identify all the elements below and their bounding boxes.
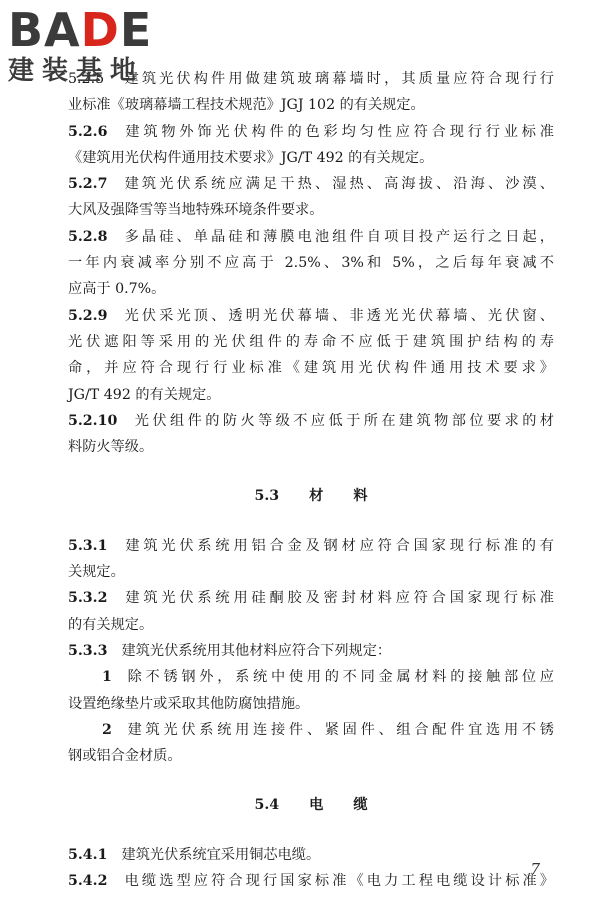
clause-5-2-8-line1 [68, 224, 554, 250]
clause-5-4-2-line1 [68, 868, 554, 894]
item-2-line1 [68, 717, 554, 743]
clause-number: 5.2.10 [68, 412, 118, 429]
clause-5-2-6-line2: 《建筑用光伏构件通用技术要求》JG/T 492 的有关规定。 [68, 149, 434, 166]
clause-text: 建筑光伏系统用其他材料应符合下列规定： [121, 642, 392, 659]
section-heading-5-4 [68, 792, 554, 818]
item-1-line2: 设置绝缘垫片或采取其他防腐蚀措施。 [68, 695, 310, 712]
clause-number: 5.2.6 [68, 123, 108, 140]
logo-text-accent: D [80, 3, 120, 57]
bade-logo [8, 3, 178, 94]
clause-text: 光伏组件的防火等级不应低于所在建筑物部位要求的材 [131, 412, 554, 429]
clause-text: 多晶硅、单晶硅和薄膜电池组件自项目投产运行之日起， [121, 228, 554, 245]
clause-5-3-3-line1 [68, 638, 554, 664]
clause-5-2-5-line1: 5.2.5 建筑光伏构件用做建筑玻璃幕墙时，其质量应符合现行行 [68, 71, 554, 87]
clause-text: 电缆选型应符合现行国家标准《电力工程电缆设计标准》 [121, 873, 554, 890]
clause-5-2-8-line3: 应高于 0.7%。 [68, 281, 166, 298]
clause-number: 5.4.1 [68, 846, 108, 863]
logo-text-main: BA [8, 3, 81, 57]
document-body [68, 66, 554, 894]
section-title-char: 缆 [353, 797, 368, 814]
item-1-line1 [68, 664, 554, 690]
section-title-char: 材 [309, 488, 324, 505]
item-number: 2 [102, 721, 112, 738]
clause-5-2-9-line1 [68, 303, 554, 329]
clause-5-2-5-line2: 业标准《玻璃幕墙工程技术规范》JGJ 102 的有关规定。 [68, 97, 425, 114]
clause-5-2-9-line4: JG/T 492 的有关规定。 [68, 386, 221, 403]
logo-text-end: E [119, 3, 153, 57]
clause-number: 5.3.1 [68, 537, 108, 554]
clause-5-3-1-line2: 关规定。 [68, 564, 125, 581]
clause-number: 5.4.2 [68, 873, 108, 890]
clause-5-2-9-line2: 光伏遮阳等采用的光伏组件的寿命不应低于建筑围护结构的寿 [68, 333, 554, 350]
section-number: 5.3 [254, 488, 280, 505]
clause-text: 建筑光伏系统用铝合金及钢材应符合国家现行标准的有 [121, 537, 554, 554]
section-number: 5.4 [254, 797, 280, 814]
logo-subtitle: 建装基地 [8, 56, 145, 86]
clause-5-3-2-line1 [68, 585, 554, 611]
clause-text: 建筑光伏系统应满足干热、湿热、高海拔、沿海、沙漠、 [121, 176, 554, 193]
clause-number: 5.2.9 [68, 307, 108, 324]
clause-5-3-1-line1 [68, 533, 554, 559]
page-number: 7 [530, 860, 540, 878]
item-text: 建筑光伏系统用连接件、紧固件、组合配件宜选用不锈 [123, 721, 554, 738]
item-number: 1 [102, 669, 112, 686]
section-title-char: 电 [309, 797, 324, 814]
logo-wordmark [8, 3, 178, 57]
clause-5-2-10-line1 [68, 408, 554, 434]
clause-number: 5.3.3 [68, 642, 108, 659]
clause-number: 5.2.8 [68, 228, 108, 245]
clause-text: 建筑光伏系统宜采用铜芯电缆。 [121, 846, 321, 863]
clause-5-2-7-line1 [68, 171, 554, 197]
clause-5-2-10-line2: 料防火等级。 [68, 439, 154, 456]
section-title-char: 料 [353, 488, 368, 505]
clause-5-2-8-line2: 一年内衰减率分别不应高于 2.5%、3%和 5%，之后每年衰减不 [68, 255, 554, 272]
clause-5-2-9-line3: 命，并应符合现行行业标准《建筑用光伏构件通用技术要求》 [68, 360, 554, 377]
clause-number: 5.3.2 [68, 590, 108, 607]
clause-text: 建筑物外饰光伏构件的色彩均匀性应符合现行行业标准 [121, 123, 554, 140]
clause-number: 5.2.7 [68, 176, 108, 193]
clause-text: 建筑光伏系统用硅酮胶及密封材料应符合国家现行标准 [121, 590, 554, 607]
section-heading-5-3 [68, 483, 554, 509]
clause-5-2-7-line2: 大风及强降雪等当地特殊环境条件要求。 [68, 202, 324, 219]
clause-5-4-1 [68, 842, 554, 868]
clause-text: 光伏采光顶、透明光伏幕墙、非透光光伏幕墙、光伏窗、 [121, 307, 554, 324]
clause-5-2-6-line1 [68, 119, 554, 145]
item-text: 除不锈钢外，系统中使用的不同金属材料的接触部位应 [123, 669, 554, 686]
item-2-line2: 钢或铝合金材质。 [68, 748, 182, 765]
clause-5-3-2-line2: 的有关规定。 [68, 616, 154, 633]
